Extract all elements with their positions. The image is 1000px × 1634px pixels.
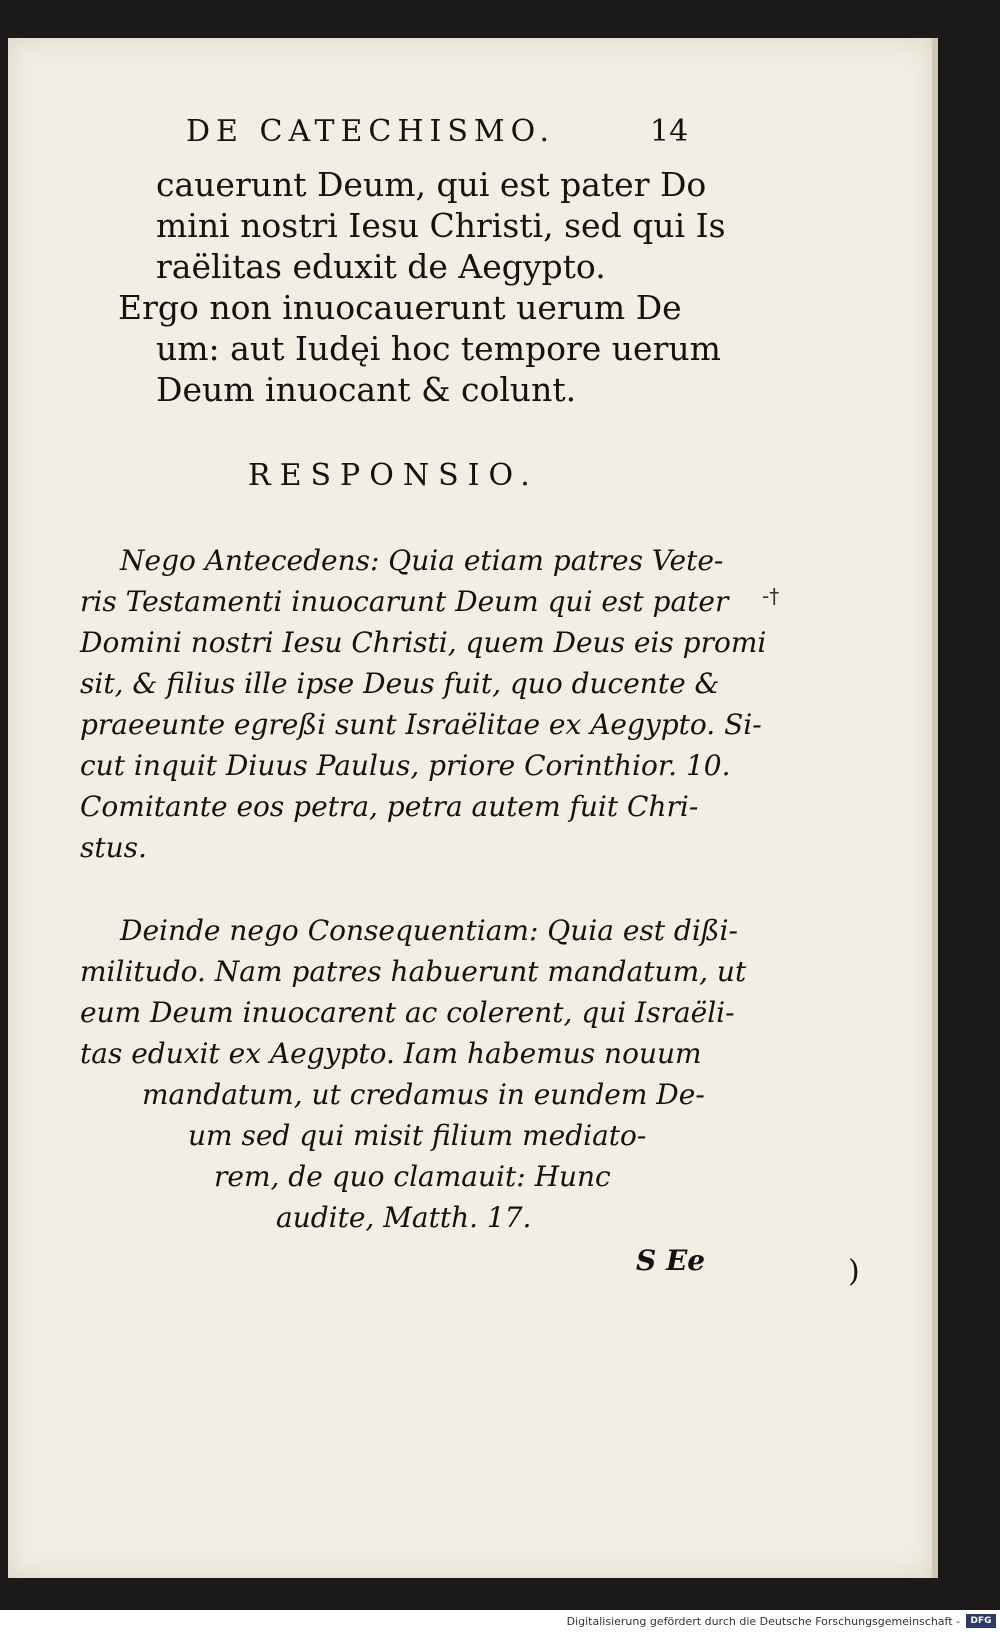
text-line: cut inquit Diuus Paulus, priore Corinthior. 10. [80, 749, 731, 782]
text-line: eum Deum inuocarent ac colerent, qui Israëli- [80, 996, 735, 1029]
text-line: audite, Matth. 17. [276, 1201, 532, 1234]
text-line: ris Testamenti inuocarunt Deum qui est pater [80, 585, 729, 618]
footer-bar [0, 1610, 1000, 1634]
section-heading: RESPONSIO. [248, 458, 539, 493]
text-line: mandatum, ut credamus in eundem De- [142, 1078, 705, 1111]
text-line: um sed qui misit filium mediato- [188, 1119, 647, 1152]
catchword: S Ee [636, 1244, 706, 1277]
text-line: rem, de quo clamauit: Hunc [214, 1160, 611, 1193]
text-line: tas eduxit ex Aegypto. Iam habemus nouum [80, 1037, 702, 1070]
page-edge [932, 38, 938, 1578]
text-line: Ergo non inuocauerunt uerum De [118, 288, 682, 327]
page-edge-mark: ) [848, 1254, 860, 1289]
page-number: 14 [650, 114, 689, 149]
text-line: Nego Antecedens: Quia etiam patres Vete- [120, 544, 724, 577]
margin-mark: -† [762, 584, 780, 608]
text-line: raëlitas eduxit de Aegypto. [156, 247, 606, 286]
text-line: praeeunte egreßi sunt Israëlitae ex Aegypto. Si- [80, 708, 762, 741]
text-line: um: aut Iudęi hoc tempore uerum [156, 329, 721, 368]
footer-credit: Digitalisierung gefördert durch die Deutsche Forschungsgemeinschaft - [566, 1615, 960, 1628]
dfg-logo-icon: DFG [966, 1614, 996, 1628]
text-line: militudo. Nam patres habuerunt mandatum, ut [80, 955, 747, 988]
text-line: Deum inuocant & colunt. [156, 370, 577, 409]
running-title: DE CATECHISMO. [186, 114, 555, 149]
text-line: Deinde nego Consequentiam: Quia est dißi- [120, 914, 738, 947]
text-line: sit, & filius ille ipse Deus fuit, quo ducente & [80, 667, 720, 700]
text-line: Comitante eos petra, petra autem fuit Chri- [80, 790, 699, 823]
text-line: cauerunt Deum, qui est pater Do [156, 165, 707, 204]
text-line: Domini nostri Iesu Christi, quem Deus eis promi [80, 626, 767, 659]
text-line: mini nostri Iesu Christi, sed qui Is [156, 206, 726, 245]
text-line: stus. [80, 831, 147, 864]
